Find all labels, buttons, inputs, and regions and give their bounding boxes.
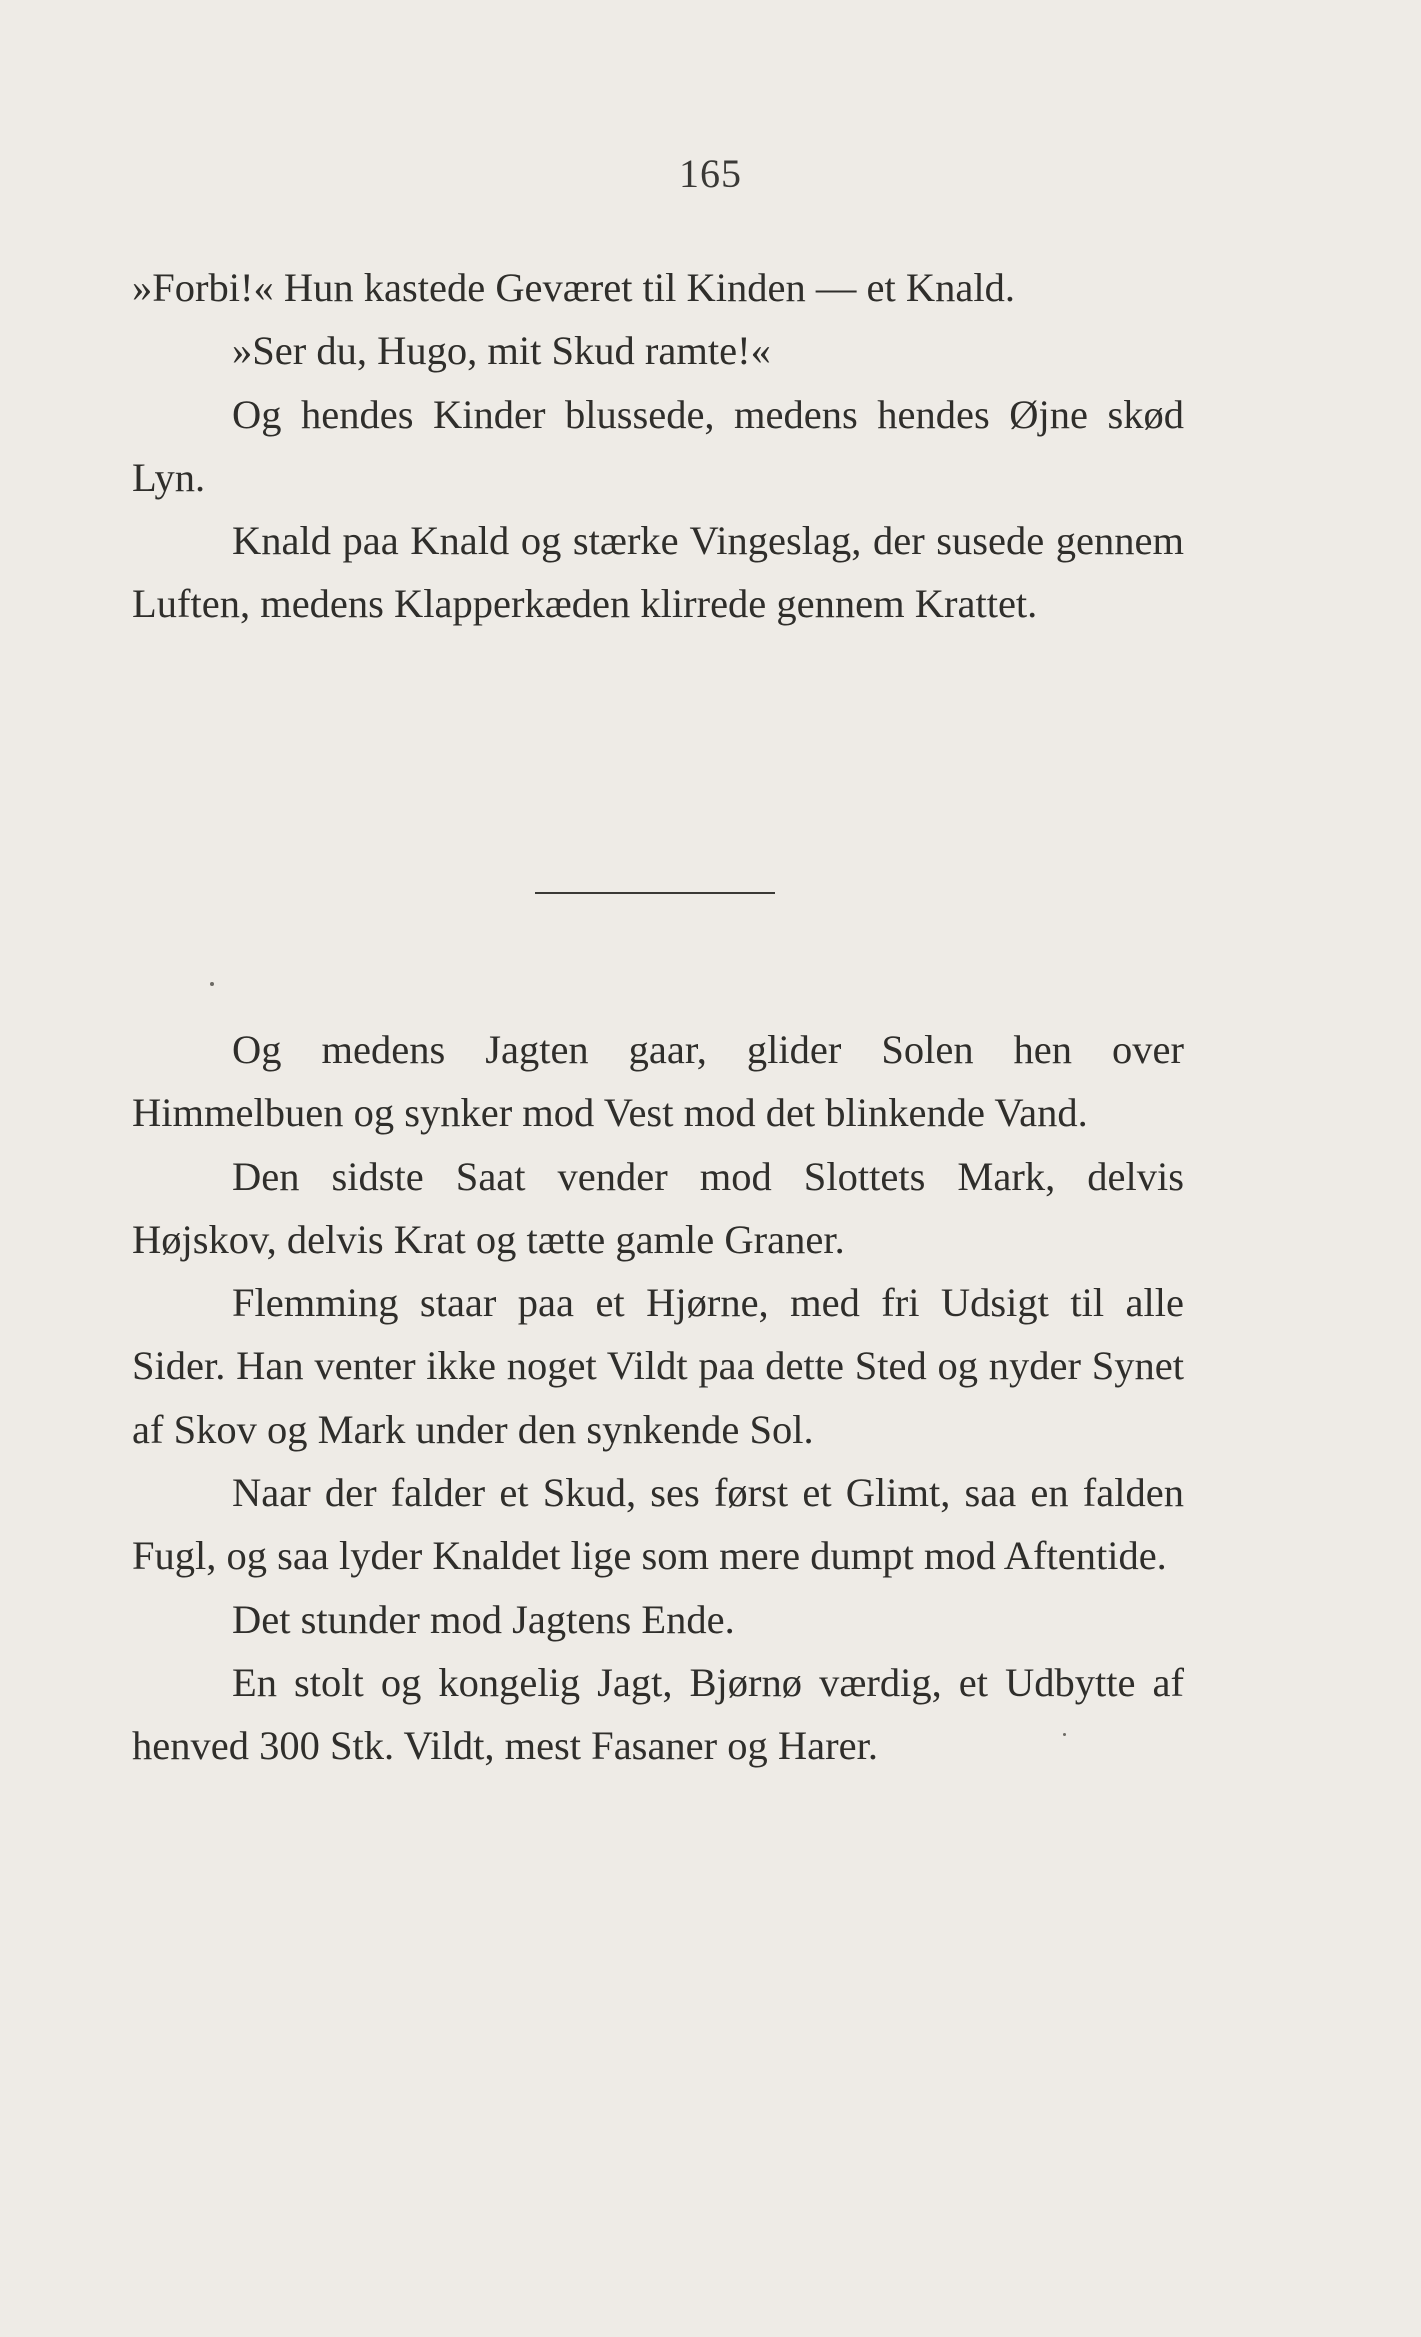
- paragraph: »Forbi!« Hun kastede Geværet til Kinden — et Knald.: [132, 265, 1015, 310]
- page-number: 165: [679, 151, 742, 196]
- paragraph: Knald paa Knald og stærke Vingeslag, der susede gennem Luften, medens Klapperkæden klirrede gennem Krattet.: [132, 518, 1184, 627]
- paper-speck: [210, 982, 214, 986]
- text-section-1: [132, 256, 1184, 636]
- paragraph: Den sidste Saat vender mod Slottets Mark, delvis Højskov, delvis Krat og tætte gamle Graner.: [132, 1153, 1184, 1262]
- paragraph: Og medens Jagten gaar, glider Solen hen over Himmelbuen og synker mod Vest mod det blinkende Vand.: [132, 1027, 1184, 1136]
- text-section-2: [132, 1018, 1184, 1778]
- paragraph: »Ser du, Hugo, mit Skud ramte!«: [232, 328, 771, 374]
- paragraph: Naar der falder et Skud, ses først et Glimt, saa en falden Fugl, og saa lyder Knaldet lige som mere dumpt mod Aftentide.: [132, 1470, 1184, 1579]
- paragraph: Det stunder mod Jagtens Ende.: [232, 1596, 735, 1642]
- paragraph: Flemming staar paa et Hjørne, med fri Udsigt til alle Sider. Han venter ikke noget Vildt paa dette Sted og nyder Synet af Skov og Mark under den synkende Sol.: [132, 1280, 1184, 1452]
- paragraph: En stolt og kongelig Jagt, Bjørnø værdig, et Udbytte af henved 300 Stk. Vildt, mest Fasaner og Harer.: [132, 1659, 1184, 1769]
- paragraph: Og hendes Kinder blussede, medens hendes Øjne skød Lyn.: [132, 391, 1184, 500]
- section-divider: [535, 892, 775, 894]
